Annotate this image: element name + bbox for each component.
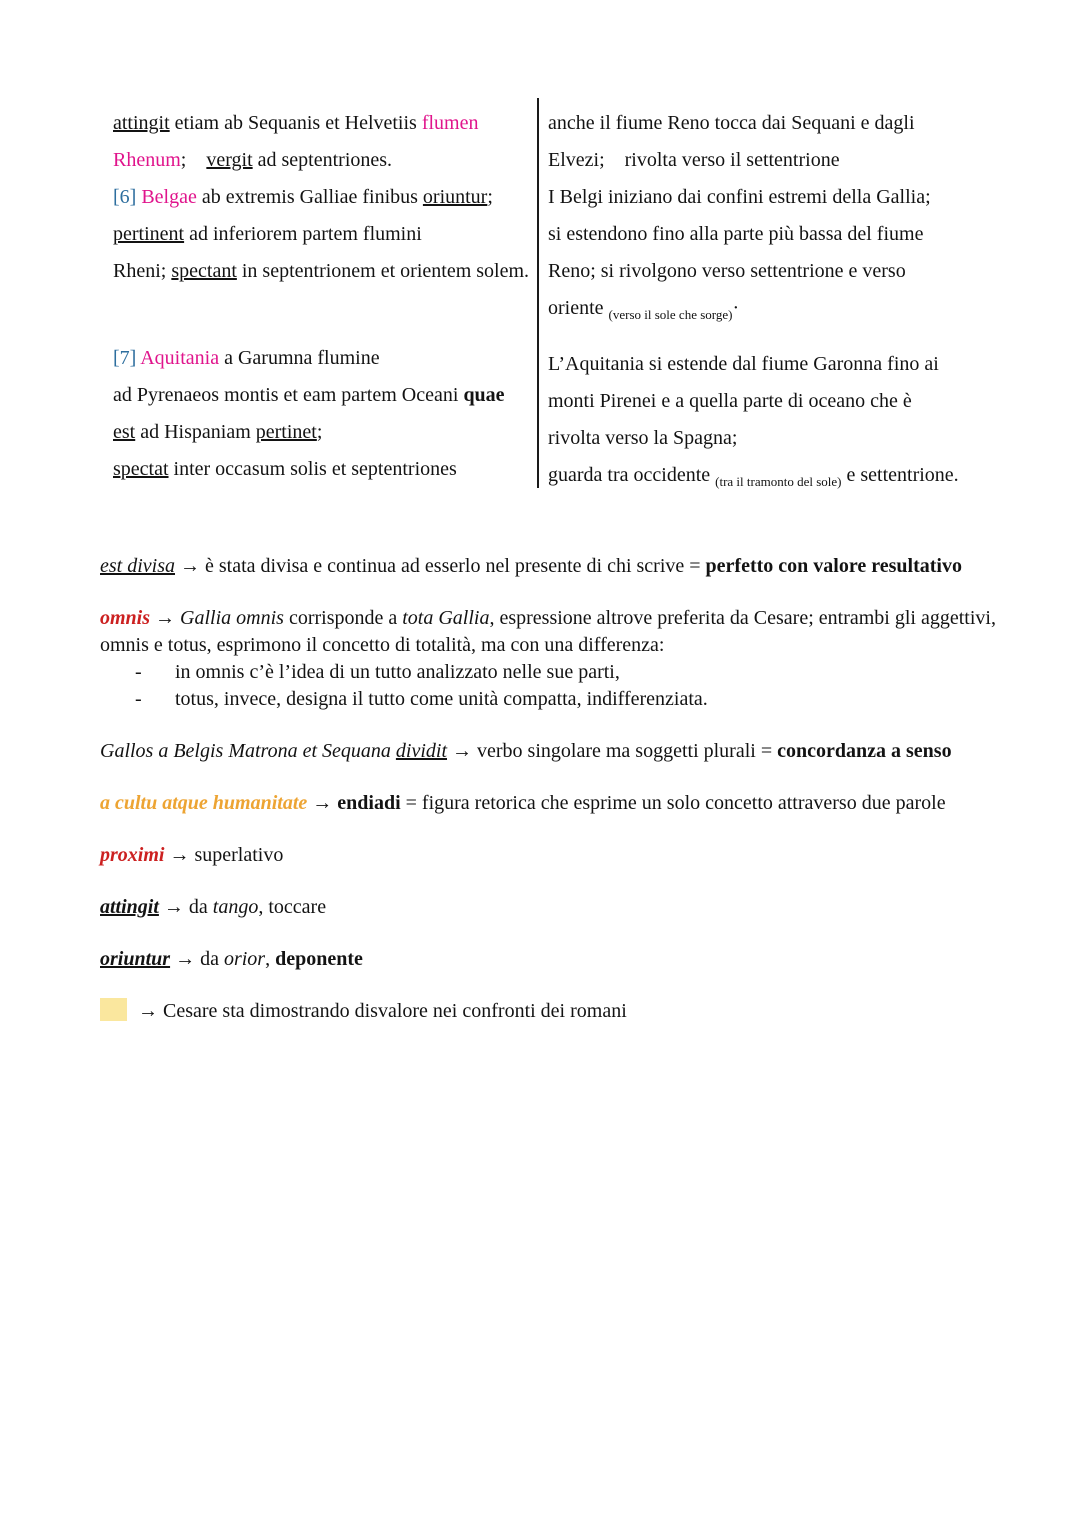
text-segment: oriuntur [100, 948, 171, 970]
note-line [100, 553, 1000, 580]
text-segment: attingit [113, 112, 170, 134]
text-segment: spectant [171, 260, 237, 282]
bullet-item [100, 659, 1000, 686]
note [100, 605, 1000, 713]
bullet-text [175, 659, 1000, 686]
text-segment: omnis [100, 607, 151, 629]
note-line [100, 946, 1000, 973]
text-segment: [6] [113, 186, 137, 208]
note [100, 842, 1000, 869]
text-segment: → [150, 607, 181, 629]
translation-line [548, 457, 978, 500]
text-segment: e settentrione. [841, 464, 959, 486]
note-line [100, 998, 1000, 1025]
text-segment: quae [463, 384, 505, 406]
text-segment: ; [180, 149, 207, 171]
translation-column [548, 105, 978, 500]
text-segment: (tra il tramonto del sole) [715, 474, 842, 489]
latin-line [113, 142, 538, 179]
note [100, 790, 1000, 817]
text-segment: deponente [275, 948, 363, 970]
text-segment: in septentrionem et orientem solem. [236, 260, 530, 282]
note-line [100, 842, 1000, 869]
text-segment: guarda tra occidente [548, 464, 716, 486]
text-segment: endiadi [337, 792, 401, 814]
text-segment: Elvezi; rivolta verso il settentrione [548, 149, 840, 171]
text-segment: attingit [100, 896, 159, 918]
translation-line [548, 105, 978, 142]
text-segment: → [307, 792, 338, 814]
text-segment: → da [170, 948, 224, 970]
text-segment: oriente [548, 297, 609, 319]
text-segment: , espressione altrove preferita da Cesare; entrambi gli aggettivi, omnis e totus, esprimono il concetto di totalità, ma con una differenza: [100, 607, 1001, 656]
latin-line [113, 216, 538, 253]
translation-line [548, 142, 978, 179]
bullet-dash: - [135, 661, 142, 683]
text-segment: ab extremis Galliae finibus [196, 186, 423, 208]
text-segment: ad Hispaniam [135, 421, 256, 443]
note-line [100, 605, 1000, 659]
latin-line [113, 377, 538, 414]
text-segment: rivolta verso la Spagna; [548, 427, 738, 449]
text-segment: ad Pyrenaeos montis et eam partem Oceani [113, 384, 464, 406]
translation-line [548, 420, 978, 457]
column-divider [537, 98, 539, 488]
text-segment: corrisponde a [283, 607, 403, 629]
note [100, 738, 1000, 765]
notes-section [100, 553, 1000, 1025]
paragraph [113, 105, 538, 290]
translation-line [548, 179, 978, 216]
text-segment: si estendono fino alla parte più bassa del fiume [548, 223, 924, 245]
text-segment: Gallia omnis [180, 607, 284, 629]
text-segment: , [265, 948, 276, 970]
text-segment: , toccare [258, 896, 327, 918]
latin-line [113, 414, 538, 451]
text-segment: L’Aquitania si estende dal fiume Garonna fino ai [548, 353, 939, 375]
note [100, 553, 1000, 580]
text-segment: a cultu atque humanitate [100, 792, 308, 814]
text-segment: perfetto con valore resultativo [705, 555, 962, 577]
text-segment: pertinet [255, 421, 317, 443]
text-segment: Gallos a Belgis Matrona et Sequana [100, 740, 396, 762]
note [100, 894, 1000, 921]
text-segment: Aquitania [140, 347, 220, 369]
text-segment: ad septentriones. [252, 149, 393, 171]
latin-line [113, 105, 538, 142]
text-segment: vergit [206, 149, 253, 171]
bullet-text [175, 686, 1000, 713]
text-segment: oriuntur [422, 186, 488, 208]
text-segment: proximi [100, 844, 165, 866]
note [100, 998, 1000, 1025]
text-segment: Rhenum [113, 149, 181, 171]
text-segment: ad inferiorem partem flumini [184, 223, 422, 245]
text-segment: Reno; si rivolgono verso settentrione e verso [548, 260, 906, 282]
note-line [100, 790, 1000, 817]
latin-line [113, 179, 538, 216]
text-segment: in omnis c’è l’idea di un tutto analizzato nelle sue parti, [175, 661, 620, 683]
text-segment: (verso il sole che sorge) [608, 307, 733, 322]
text-segment: pertinent [113, 223, 185, 245]
text-segment: [7] [113, 347, 137, 369]
text-segment: → superlativo [164, 844, 284, 866]
paragraph [113, 340, 538, 488]
latin-line [113, 253, 538, 290]
text-segment: monti Pirenei e a quella parte di oceano che è [548, 390, 912, 412]
text-segment: dividit [395, 740, 448, 762]
text-segment: · [732, 297, 740, 319]
text-segment: concordanza a senso [777, 740, 952, 762]
latin-line [113, 340, 538, 377]
yellow-highlight-swatch [100, 998, 127, 1021]
text-segment: ; [487, 186, 493, 208]
text-segment: etiam ab Sequanis et Helvetiis [169, 112, 422, 134]
text-segment: → da [158, 896, 213, 918]
text-segment: Belgae [141, 186, 197, 208]
note [100, 946, 1000, 973]
translation-line [548, 253, 978, 290]
text-segment: inter occasum solis et septentriones [168, 458, 457, 480]
translation-line [548, 346, 978, 383]
text-segment: Rheni; [113, 260, 172, 282]
latin-column [113, 105, 538, 488]
bullet-item [100, 686, 1000, 713]
paragraph [548, 105, 978, 333]
latin-line [113, 451, 538, 488]
note-line [100, 738, 1000, 765]
bullet-dash: - [135, 688, 142, 710]
text-segment: → Cesare sta dimostrando disvalore nei confronti dei romani [133, 1000, 627, 1022]
text-segment: flumen [421, 112, 479, 134]
text-segment: totus, invece, designa il tutto come unità compatta, indifferenziata. [175, 688, 708, 710]
translation-line [548, 216, 978, 253]
paragraph [548, 346, 978, 500]
text-segment: = figura retorica che esprime un solo concetto attraverso due parole [400, 792, 946, 814]
text-segment: spectat [113, 458, 169, 480]
text-segment: tota Gallia [402, 607, 490, 629]
text-segment: anche il fiume Reno tocca dai Sequani e dagli [548, 112, 915, 134]
text-segment: ; [316, 421, 323, 443]
translation-line [548, 383, 978, 420]
text-segment: → è stata divisa e continua ad esserlo nel presente di chi scrive = [175, 555, 706, 577]
note-line [100, 894, 1000, 921]
text-segment: est divisa [100, 555, 175, 577]
translation-line [548, 290, 978, 333]
two-column-translation-table [0, 0, 1080, 500]
text-segment: orior [223, 948, 266, 970]
text-segment: → verbo singolare ma soggetti plurali = [447, 740, 778, 762]
text-segment: est [113, 421, 136, 443]
text-segment: tango [212, 896, 259, 918]
text-segment: I Belgi iniziano dai confini estremi della Gallia; [548, 186, 931, 208]
text-segment: a Garumna flumine [219, 347, 380, 369]
